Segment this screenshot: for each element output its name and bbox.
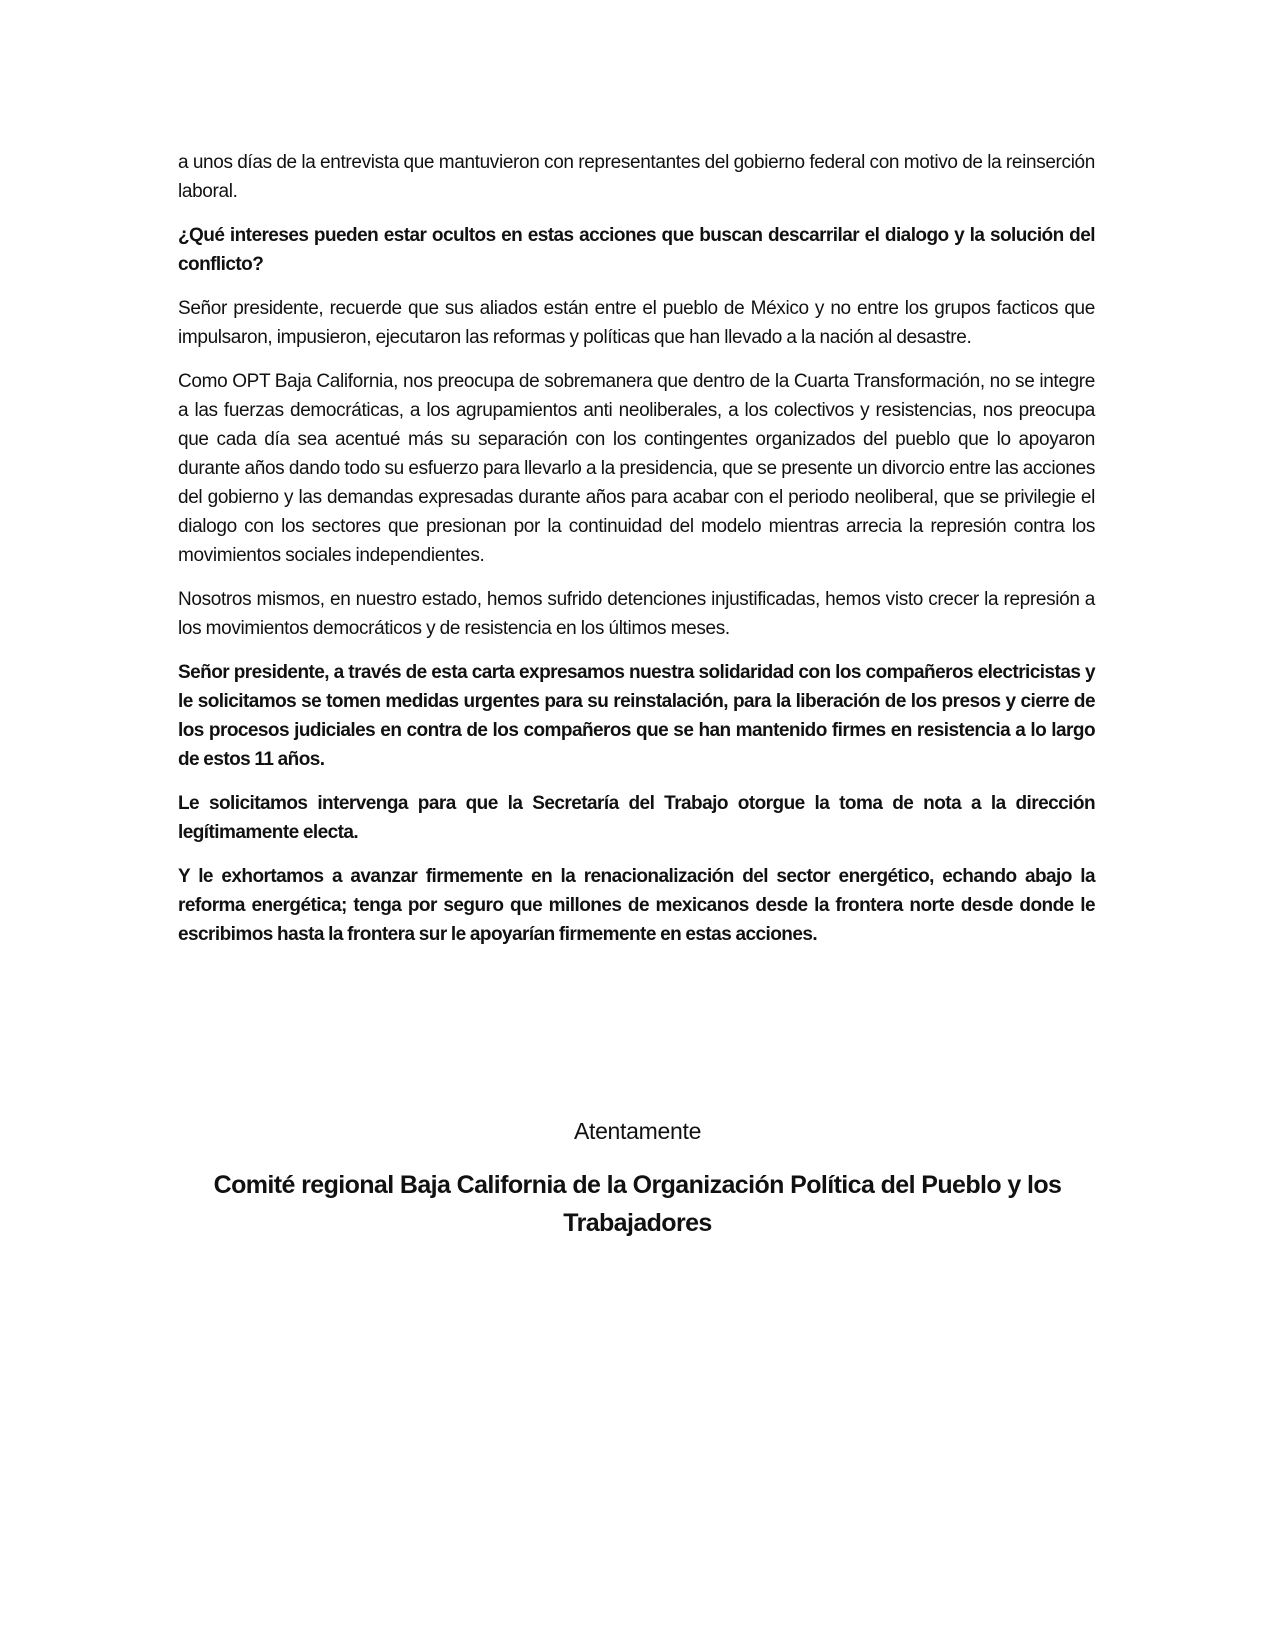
closing-salutation: Atentamente <box>573 1118 702 1144</box>
paragraph-exhortation: Y le exhortamos a avanzar firmemente en la renacionalización del sector energético, echando abajo la reforma energética; tenga por seguro que millones de mexicanos desde la frontera norte desde donde le escribimos hasta la frontera sur le apoyarían firmemente en estas acciones. <box>178 866 1095 945</box>
letter-body <box>178 148 1095 964</box>
paragraph-question: ¿Qué intereses pueden estar ocultos en estas acciones que buscan descarrilar el dialogo y la solución del conflicto? <box>178 225 1095 275</box>
signature-line-2: Trabajadores <box>563 1209 712 1237</box>
signature-line-1: Comité regional Baja California de la Organización Política del Pueblo y los <box>213 1171 1062 1199</box>
paragraph-repression: Nosotros mismos, en nuestro estado, hemos sufrido detenciones injustificadas, hemos visto crecer la represión a los movimientos democráticos y de resistencia en los últimos meses. <box>178 589 1095 639</box>
paragraph-intro: a unos días de la entrevista que mantuvieron con representantes del gobierno federal con motivo de la reinserción laboral. <box>178 152 1095 202</box>
paragraph-request: Le solicitamos intervenga para que la Secretaría del Trabajo otorgue la toma de nota a la dirección legítimamente electa. <box>178 793 1095 843</box>
paragraph-concern: Como OPT Baja California, nos preocupa de sobremanera que dentro de la Cuarta Transformación, no se integre a las fuerzas democráticas, a los agrupamientos anti neoliberales, a los colectivos y resistencias, nos preocupa que cada día sea acentué más su separación con los contingentes organizados del pueblo que lo apoyaron durante años dando todo su esfuerzo para llevarlo a la presidencia, que se presente un divorcio entre las acciones del gobierno y las demandas expresadas durante años para acabar con el periodo neoliberal, que se privilegie el dialogo con los sectores que presionan por la continuidad del modelo mientras arrecia la represión contra los movimientos sociales independientes. <box>178 371 1095 566</box>
paragraph-solidarity: Señor presidente, a través de esta carta expresamos nuestra solidaridad con los compañeros electricistas y le solicitamos se tomen medidas urgentes para su reinstalación, para la liberación de los presos y cierre de los procesos judiciales en contra de los compañeros que se han mantenido firmes en resistencia a lo largo de estos 11 años. <box>178 662 1095 770</box>
paragraph-allies: Señor presidente, recuerde que sus aliados están entre el pueblo de México y no entre los grupos facticos que impulsaron, impusieron, ejecutaron las reformas y políticas que han llevado a la nación al desastre. <box>178 298 1095 348</box>
signature-block <box>0 1166 1275 1242</box>
